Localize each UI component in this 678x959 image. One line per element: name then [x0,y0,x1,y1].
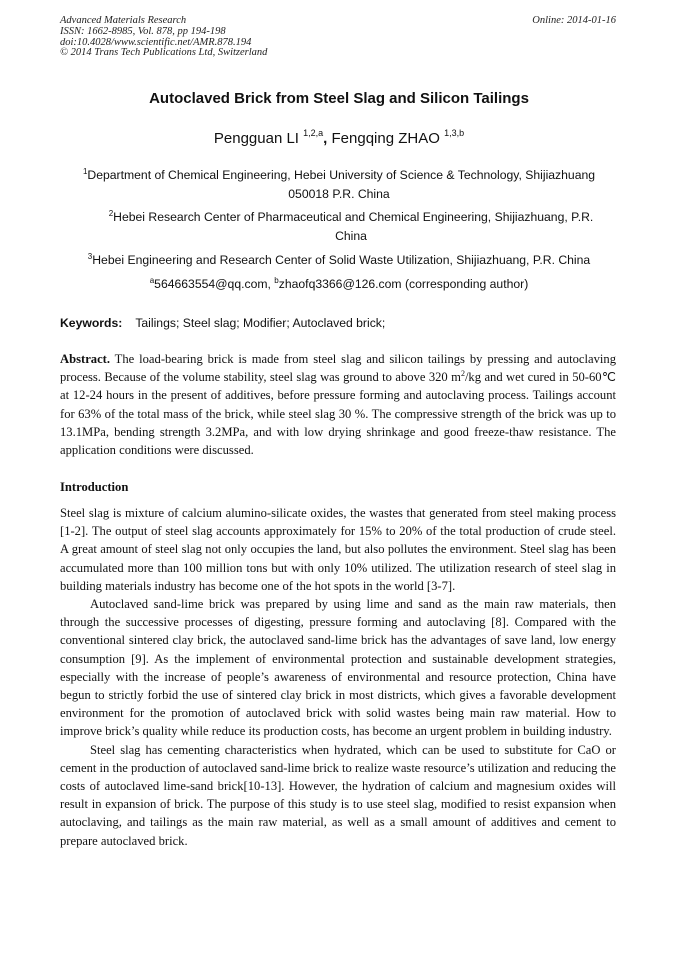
abstract-label: Abstract. [60,352,111,366]
journal-name: Advanced Materials Research [60,15,187,26]
paragraph: Steel slag has cementing characteristics when hydrated, which can be used to substitute for CaO or cement in the production of autoclaved sand-lime brick to realize waste resource’s utilization and reducing the costs of autoclaved lime-sand brick[10-13]. However, the hydration of calcium and magnesium oxides will result in expansion of brick. The purpose of this study is to use steel slag, modified to resist expansion when autoclaving, and tailings as the main raw material, as well as a small amount of additives and cement to prepare autoclaved brick. [60,742,616,848]
abstract-text: The load-bearing brick is made from steel slag and silicon tailings by pressing and autoclaving process. Because of the volume stability, steel slag was ground to above 320 m [60,352,616,385]
paragraph: Steel slag is mixture of calcium alumino-silicate oxides, the wastes that generated from steel making process [1-2]. The output of steel slag accounts approximately for 15% to 20% of the total production of crude steel. A great amount of steel slag not only occupies the land, but also pollutes the environment. Steel slag has been accumulated more than 100 million tons but with only 10% utilized. The utilization research of steel slag in building materials industry has become one of the hot spots in the world [3-7]. [60,506,616,593]
author-separator: , [323,130,332,147]
author-affiliation-marker: 1,2,a [303,128,324,138]
affiliation-2 [100,208,602,246]
journal-header [60,16,267,59]
affiliation-marker: 3 [87,252,93,261]
affiliation-marker: 2 [108,209,114,218]
paper-title: Autoclaved Brick from Steel Slag and Silicon Tailings [149,90,529,107]
email-a[interactable]: 564663554@qq.com, [154,277,275,291]
affiliation-text: Department of Chemical Engineering, Hebei University of Science & Technology, Shijiazhuang 050018 P.R. China [87,168,596,201]
keywords [60,316,385,330]
doi-line[interactable]: doi:10.4028/www.scientific.net/AMR.878.194 [60,36,252,48]
abstract-text: /kg and wet cured in 50-60℃ at 12-24 hours in the present of additives, before pressure forming and autoclaving process. Tailings account for 63% of the total mass of the brick, while steel slag 30 %. The compressive strength of the brick was up to 13.1MPa, bending strength 3.2MPa, and with low drying shrinkage and good freeze-thaw resistance. The application conditions were discussed. [60,370,616,458]
author-name: Pengguan LI [213,130,299,147]
email-marker-a: a [149,276,155,285]
online-date: Online: 2014-01-16 [532,15,616,26]
affiliation-1 [64,166,614,204]
section-heading-introduction: Introduction [60,480,129,494]
abstract [60,350,616,459]
copyright-line: © 2014 Trans Tech Publications Ltd, Switzerland [60,47,268,59]
author-name: Fengqing ZHAO [331,130,440,147]
paragraph: Autoclaved sand-lime brick was prepared by using lime and sand as the main raw materials, then through the successive processes of digesting, pressure forming and autoclaving [8]. Compared with the conventional sintered clay brick, the autoclaved sand-lime brick has the advantages of save land, low energy consumption [9]. As the implement of environmental protection and sustainable development strategies, especially with the increase of people’s awareness of environmental and resource protection, China have begun to strictly forbid the use of sintered clay brick in most districts, which gives a favorable development environment for the promotion of autoclaved brick with solid wastes being main raw material. How to improve brick’s quality while reduce its production costs, has become an urgent problem in building industry. [60,597,616,739]
affiliation-text: Hebei Engineering and Research Center of Solid Waste Utilization, Shijiazhuang, P.R. China [92,253,591,267]
author-affiliation-marker: 1,3,b [444,128,465,138]
keywords-label: Keywords: [60,316,123,330]
email-b[interactable]: zhaofq3366@126.com (corresponding author) [278,277,529,291]
affiliation-marker: 1 [82,167,88,176]
author-emails [60,275,618,294]
introduction-body [60,504,616,850]
affiliation-text: Hebei Research Center of Pharmaceutical and Chemical Engineering, Shijiazhuang, P.R. China [113,210,594,243]
affiliation-3 [60,251,618,270]
author-list [0,130,678,147]
email-marker-b: b [274,276,279,285]
keywords-text: Tailings; Steel slag; Modifier; Autoclaved brick; [135,316,386,330]
abstract-superscript: 2 [460,369,465,379]
issn-line: ISSN: 1662-8985, Vol. 878, pp 194-198 [60,25,226,37]
